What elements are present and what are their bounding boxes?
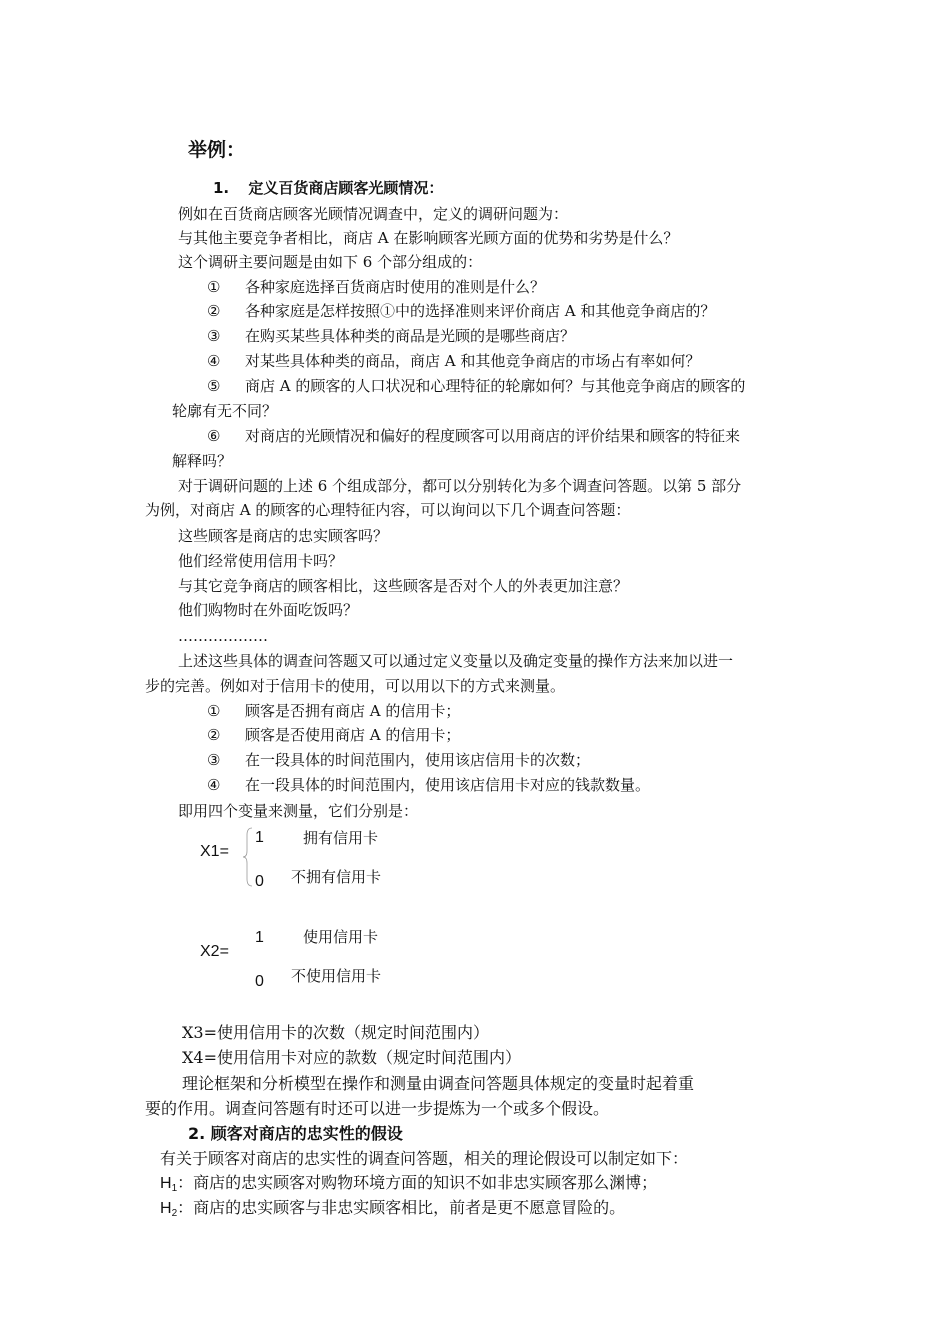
part-num: ⑥ [207, 427, 221, 445]
measure-num: ① [207, 702, 221, 720]
part-item-1 [207, 277, 545, 297]
x1-value-one: 1 [255, 829, 264, 846]
x4-definition: X4=使用信用卡对应的款数（规定时间范围内） [182, 1048, 521, 1067]
hypothesis-text: ：商店的忠实顾客对购物环境方面的知识不如非忠实顾客那么渊博； [177, 1173, 658, 1192]
part-item-3 [207, 326, 575, 346]
section2-heading: 2. 顾客对商店的忠实性的假设 [188, 1124, 403, 1143]
brace-icon [243, 827, 253, 887]
section1-title: 定义百货商店顾客光顾情况： [248, 179, 444, 197]
part-text: 商店 A 的顾客的人口状况和心理特征的轮廓如何？与其他竞争商店的顾客的 [245, 377, 746, 395]
intro-line-2: 与其他主要竞争者相比，商店 A 在影响顾客光顾方面的优势和劣势是什么？ [178, 229, 679, 247]
measure-item-2 [207, 725, 460, 745]
part-num: ② [207, 302, 221, 320]
measure-num: ④ [207, 776, 221, 794]
measure-num: ③ [207, 751, 221, 769]
para3-line-1: 理论框架和分析模型在操作和测量由调查问答题具体规定的变量时起着重 [182, 1074, 695, 1093]
hypothesis-subscript: 1 [171, 1183, 178, 1194]
part-item-6 [207, 426, 740, 446]
part-text: 各种家庭选择百货商店时使用的准则是什么？ [245, 278, 546, 296]
part-item-5 [207, 376, 745, 396]
part-text: 对某些具体种类的商品，商店 A 和其他竞争商店的市场占有率如何？ [245, 352, 701, 370]
intro-line-3: 这个调研主要问题是由如下 6 个部分组成的： [178, 253, 483, 271]
variables-intro: 即用四个变量来测量，它们分别是： [178, 802, 419, 820]
measure-text: 顾客是否拥有商店 A 的信用卡； [245, 702, 461, 720]
x2-value-zero: 0 [255, 973, 264, 990]
x2-label: X2= [200, 943, 229, 960]
part-item-2 [207, 301, 715, 321]
measure-text: 在一段具体的时间范围内，使用该店信用卡的次数； [245, 751, 591, 769]
measure-item-1 [207, 701, 460, 721]
measure-item-4 [207, 775, 650, 795]
question-ellipsis: ……………… [178, 627, 268, 645]
part-item-6-cont: 解释吗？ [172, 452, 233, 470]
x2-desc-one: 使用信用卡 [303, 929, 379, 946]
hypothesis-1 [160, 1173, 657, 1199]
x1-desc-one: 拥有信用卡 [303, 830, 379, 847]
part-num: ③ [207, 327, 221, 345]
hypothesis-symbol: H [160, 1175, 172, 1192]
para1-line-1: 对于调研问题的上述 6 个组成部分，都可以分别转化为多个调查问答题。以第 5 部分 [178, 477, 742, 495]
hypothesis-text: ：商店的忠实顾客与非忠实顾客相比，前者是更不愿意冒险的。 [177, 1198, 626, 1217]
part-item-4 [207, 351, 700, 371]
para3-line-2: 要的作用。调查问答题有时还可以进一步提炼为一个或多个假设。 [145, 1099, 610, 1118]
x2-desc-zero: 不使用信用卡 [291, 968, 382, 985]
question-4: 他们购物时在外面吃饭吗？ [178, 601, 359, 619]
part-num: ⑤ [207, 377, 221, 395]
part-item-5-cont: 轮廓有无不同？ [172, 402, 278, 420]
para2-line-2: 步的完善。例如对于信用卡的使用，可以用以下的方式来测量。 [145, 677, 566, 695]
measure-text: 顾客是否使用商店 A 的信用卡； [245, 726, 461, 744]
hypothesis-2 [160, 1198, 625, 1224]
section1-heading [213, 178, 443, 198]
hypothesis-intro: 有关于顾客对商店的忠实性的调查问答题，相关的理论假设可以制定如下： [160, 1149, 689, 1168]
page-heading: 举例： [188, 139, 246, 161]
part-num: ① [207, 278, 221, 296]
section1-number: 1. [213, 179, 230, 197]
part-text: 各种家庭是怎样按照①中的选择准则来评价商店 A 和其他竞争商店的？ [245, 302, 716, 320]
para1-line-2: 为例，对商店 A 的顾客的心理特征内容，可以询问以下几个调查问答题： [145, 501, 631, 519]
intro-line-1: 例如在百货商店顾客光顾情况调查中，定义的调研问题为： [178, 205, 569, 223]
x1-desc-zero: 不拥有信用卡 [291, 869, 382, 886]
part-text: 在购买某些具体种类的商品是光顾的是哪些商店？ [245, 327, 576, 345]
x3-definition: X3=使用信用卡的次数（规定时间范围内） [182, 1023, 489, 1042]
part-text: 对商店的光顾情况和偏好的程度顾客可以用商店的评价结果和顾客的特征来 [245, 427, 741, 445]
x2-value-one: 1 [255, 929, 264, 946]
para2-line-1: 上述这些具体的调查问答题又可以通过定义变量以及确定变量的操作方法来加以进一 [178, 652, 734, 670]
question-1: 这些顾客是商店的忠实顾客吗？ [178, 527, 389, 545]
measure-item-3 [207, 750, 590, 770]
part-num: ④ [207, 352, 221, 370]
measure-num: ② [207, 726, 221, 744]
question-3: 与其它竞争商店的顾客相比，这些顾客是否对个人的外表更加注意？ [178, 577, 629, 595]
measure-text: 在一段具体的时间范围内，使用该店信用卡对应的钱款数量。 [245, 776, 651, 794]
question-2: 他们经常使用信用卡吗？ [178, 552, 344, 570]
x1-value-zero: 0 [255, 873, 264, 890]
hypothesis-symbol: H [160, 1200, 172, 1217]
hypothesis-subscript: 2 [171, 1208, 178, 1219]
x1-label: X1= [200, 843, 229, 860]
